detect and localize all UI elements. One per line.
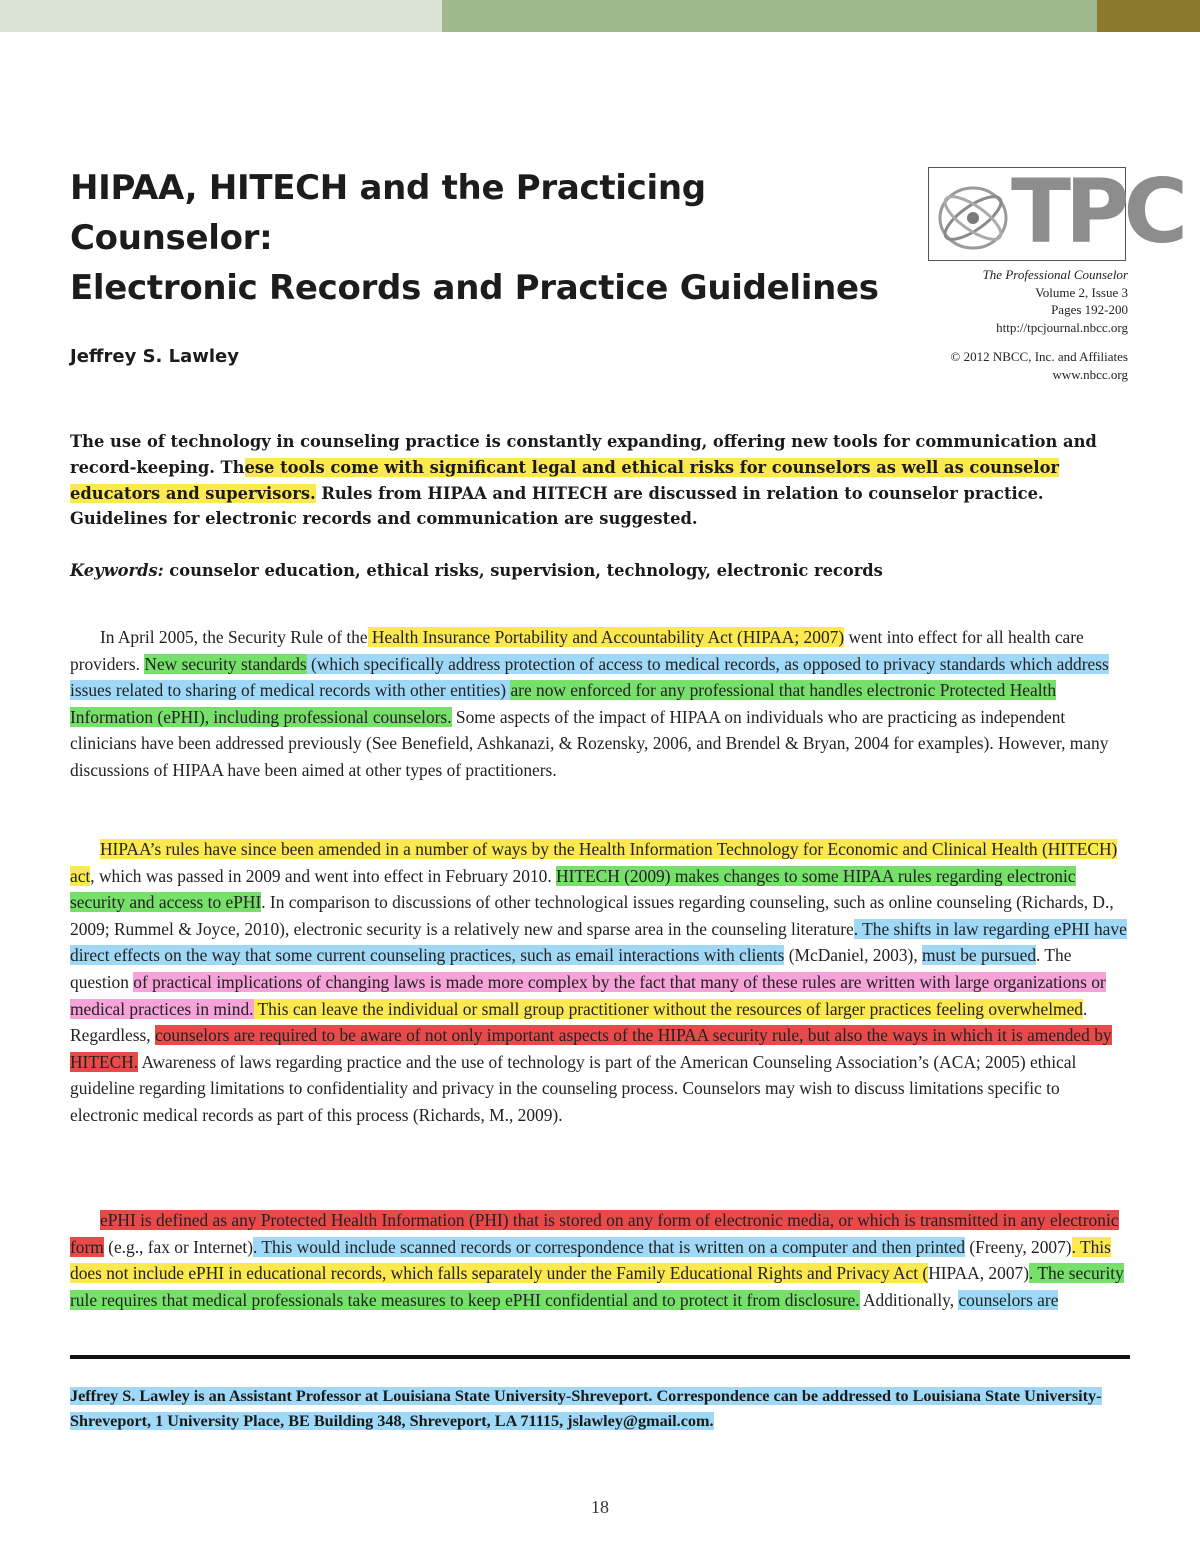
body-text: In April 2005, the Security Rule of the (100, 627, 368, 647)
highlight-blue: counselors are (958, 1289, 1059, 1310)
tpc-logo (928, 160, 1183, 263)
tpc-logo-text: TPC (1011, 160, 1183, 263)
highlight-blue: . The shifts in law regarding ePHI have direct effects on the way that some current counseling practices, such as email interactions with clients (70, 918, 1127, 966)
highlight-blue: Jeffrey S. Lawley is an Assistant Professor at Louisiana State University-Shreveport. Correspondence can be addressed to Louisiana State University-Shreveport, 1 University Place, BE Building 348, Shreveport, LA 71115, jslawley@gmail.com. (70, 1387, 1102, 1430)
header-bar-mid-segment (442, 0, 1097, 32)
footnote-divider (70, 1355, 1130, 1359)
abstract-text: Rules from HIPAA and HITECH are discussed in relation to counselor practice. Guidelines for electronic records and communication are suggested. (70, 483, 1044, 529)
highlight-blue: . This would include scanned records or correspondence that is written on a computer and then printed (253, 1236, 966, 1257)
highlight-blue: must be pursued (922, 945, 1037, 966)
body-text: (Freeny, 2007) (965, 1236, 1072, 1257)
page-number: 18 (591, 1497, 609, 1517)
keywords-label: Keywords: (70, 561, 164, 580)
title-line-2: Electronic Records and Practice Guidelines (70, 268, 879, 308)
journal-copyright: © 2012 NBCC, Inc. and Affiliates (950, 349, 1128, 364)
body-text: . In comparison to discussions of other technological issues regarding counseling, such as online counseling (Richards, D., 2009; Rummel & Joyce, 2010), electronic security is a relatively new and sparse area in the counseling literature (70, 892, 1114, 939)
author-footnote (70, 1384, 1130, 1433)
journal-website[interactable]: www.nbcc.org (1052, 366, 1128, 382)
highlight-green: . The security rule requires that medical professionals take measures to keep ePHI confidential and to protect it from disclosure. (70, 1263, 1124, 1310)
body-text: (McDaniel, 2003), (784, 945, 923, 966)
journal-url[interactable]: http://tpcjournal.nbcc.org (996, 319, 1128, 335)
header-color-bar (0, 0, 1200, 32)
header-bar-dark-segment (1097, 0, 1200, 32)
body-text: Additionally, (859, 1289, 959, 1310)
title-line-1: HIPAA, HITECH and the Practicing Counselor: (70, 168, 706, 258)
highlight-blue: (which specifically address protection of access to medical records, as opposed to privacy standards which address issues related to sharing of medical records with other entities) (70, 653, 1109, 701)
highlight-yellow: This can leave the individual or small group practitioner without the resources of larger practices feeling overwhelmed (253, 998, 1083, 1019)
abstract (70, 429, 1130, 532)
journal-info (950, 266, 1128, 383)
body-paragraph-3 (70, 1207, 1132, 1313)
author-name: Jeffrey S. Lawley (70, 346, 239, 367)
highlight-green: are now enforced for any professional that handles electronic Protected Health Information (ePHI), including professional counselors. (70, 680, 1057, 727)
highlight-yellow: ese tools come with significant legal and ethical risks for counselors as well as counselor educators and supervisors. (70, 457, 1060, 503)
body-text: , which was passed in 2009 and went into effect in February 2010. (90, 865, 557, 886)
highlight-green: New security standards (144, 653, 307, 674)
highlight-pink: of practical implications of changing laws is made more complex by the fact that many of these rules are written with large organizations or medical practices in mind. (70, 971, 1106, 1019)
body-text: went into effect for all health care providers. (70, 627, 1084, 674)
highlight-red: counselors are required to be aware of not only important aspects of the HIPAA security rule, but also the ways in which it is amended by HITECH. (70, 1025, 1112, 1072)
highlight-yellow: . This does not include ePHI in educational records, which falls separately under the Family Educational Rights and Privacy Act ( (70, 1236, 1111, 1284)
tpc-globe-icon (933, 178, 1019, 258)
body-text: . Regardless, (70, 998, 1088, 1046)
body-paragraph-1 (70, 624, 1132, 784)
body-text: Awareness of laws regarding practice and the use of technology is part of the American Counseling Association’s (ACA; 2005) ethical guideline regarding limitations to confidentiality and privacy in the counseling process. Counselors may wish to discuss limitations specific to electronic medical records as part of this process (Richards, M., 2009). (70, 1051, 1077, 1125)
highlight-green: HITECH (2009) makes changes to some HIPAA rules regarding electronic security and access to ePHI (70, 865, 1076, 913)
body-text: (e.g., fax or Internet) (103, 1236, 254, 1257)
journal-volume: Volume 2, Issue 3 (1035, 284, 1128, 300)
article-title (70, 163, 890, 313)
body-text: . The question (70, 945, 1072, 992)
header-bar-light-segment (0, 0, 442, 32)
journal-pages: Pages 192-200 (1051, 302, 1128, 317)
highlight-yellow: Health Insurance Portability and Accountability Act (HIPAA; 2007) (367, 627, 845, 647)
body-paragraph-2 (70, 836, 1132, 1129)
journal-info-spacer (950, 336, 1128, 348)
keywords (70, 558, 1130, 584)
body-text: Some aspects of the impact of HIPAA on individuals who are practicing as independent clinicians have been addressed previously (See Benefield, Ashkanazi, & Rozensky, 2006, and Brendel & Bryan, 2004 for examples). However, many discussions of HIPAA have been aimed at other types of practitioners. (70, 706, 1109, 780)
highlight-red: ePHI is defined as any Protected Health Information (PHI) that is stored on any form of electronic media, or which is transmitted in any electronic form (70, 1210, 1119, 1257)
highlight-yellow: HIPAA’s rules have since been amended in a number of ways by the Health Information Technology for Economic and Clinical Health (HITECH) act (70, 839, 1118, 886)
abstract-text: The use of technology in counseling practice is constantly expanding, offering new tools for communication and record-keeping. Th (70, 432, 1097, 477)
journal-name: The Professional Counselor (982, 267, 1128, 282)
body-text: HIPAA, 2007) (928, 1263, 1029, 1284)
keywords-text: counselor education, ethical risks, supervision, technology, electronic records (163, 561, 883, 580)
